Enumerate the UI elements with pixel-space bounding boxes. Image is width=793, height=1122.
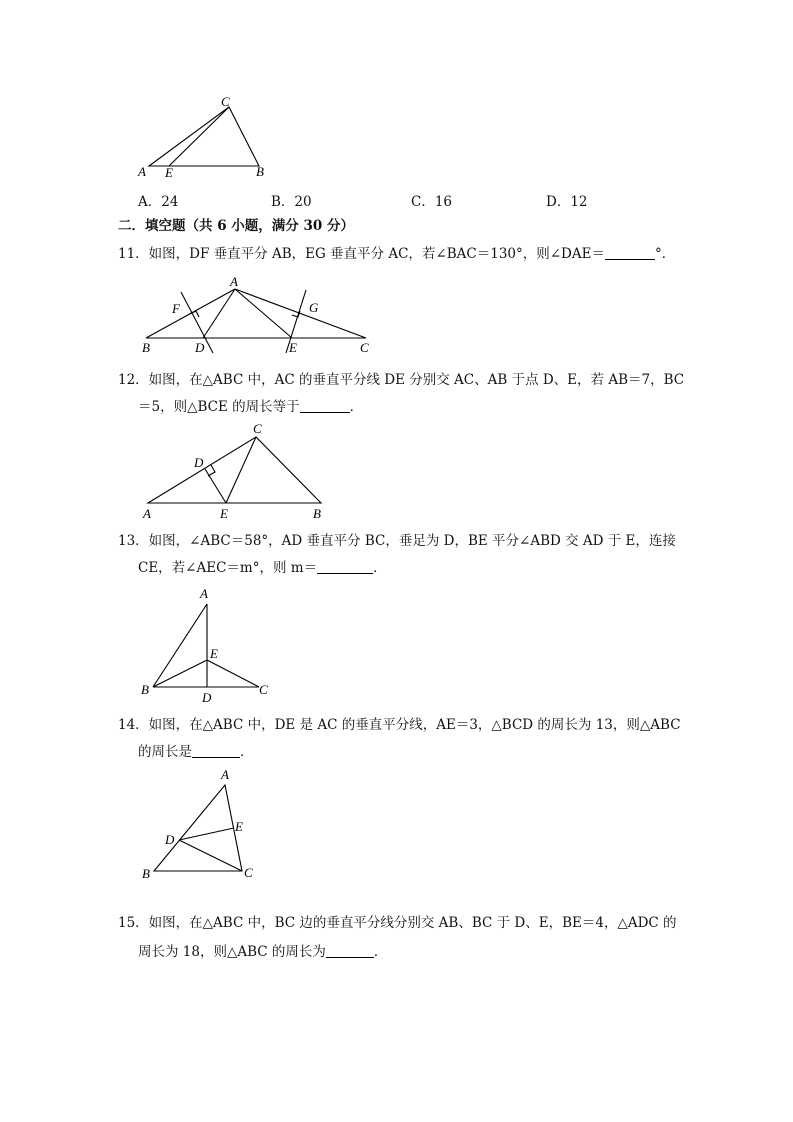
label-a: A [138,164,146,179]
label-c: C [360,340,369,355]
label-b: B [142,340,150,355]
option-a[interactable]: A．24 [138,194,179,210]
label-a: A [200,586,208,601]
label-a: A [143,506,151,521]
label-g: G [309,300,319,315]
question-12-line1: 12．如图，在△ABC 中，AC 的垂直平分线 DE 分别交 AC、AB 于点 D、E，若 AB＝7，BC [118,372,685,388]
triangle-abc [154,785,242,871]
label-c: C [259,682,268,697]
label-e: E [235,819,243,834]
option-d[interactable]: D．12 [546,194,588,210]
label-d: D [202,690,212,705]
label-a: A [230,274,238,289]
label-d: D [194,455,204,470]
question-13-line2: CE，若∠AEC＝m°，则 m＝ ． [138,560,387,576]
label-e: E [210,646,218,661]
label-e: E [220,506,228,521]
answer-blank-15[interactable] [326,943,374,958]
label-e: E [165,165,173,180]
label-f: F [172,301,180,316]
option-c[interactable]: C．16 [411,194,453,210]
question-14-line2: 的周长是 ． [138,744,254,760]
label-c: C [244,865,253,880]
label-b: B [142,866,150,881]
question-13-line1: 13．如图，∠ABC＝58°，AD 垂直平分 BC，垂足为 D，BE 平分∠ABD 交 AD 于 E，连接 [118,533,676,549]
label-b: B [313,506,321,521]
label-b: B [141,682,149,697]
label-a: A [221,767,229,782]
label-d: D [195,340,205,355]
segment-de [179,828,234,840]
question-15-line1: 15．如图，在△ABC 中，BC 边的垂直平分线分别交 AB、BC 于 D、E，BE＝4，△ADC 的 [118,915,677,931]
question-15-line2: 周长为 18，则△ABC 的周长为 ． [138,944,388,960]
label-c: C [221,94,230,109]
question-14-line1: 14．如图，在△ABC 中，DE 是 AC 的垂直平分线，AE＝3，△BCD 的周长为 13，则△ABC [118,717,681,733]
label-c: C [253,421,262,436]
question-11: 11．如图，DF 垂直平分 AB，EG 垂直平分 AC，若∠BAC＝130°，则∠DAE＝ °． [118,246,676,262]
segment-dc [179,840,242,871]
question-12-line2: ＝5，则△BCE 的周长等于 ． [138,399,364,415]
label-d: D [165,832,175,847]
label-e: E [289,340,297,355]
section-title: 二．填空题（共 6 小题，满分 30 分） [118,218,354,234]
option-b[interactable]: B．20 [271,194,312,210]
label-b: B [256,164,264,179]
